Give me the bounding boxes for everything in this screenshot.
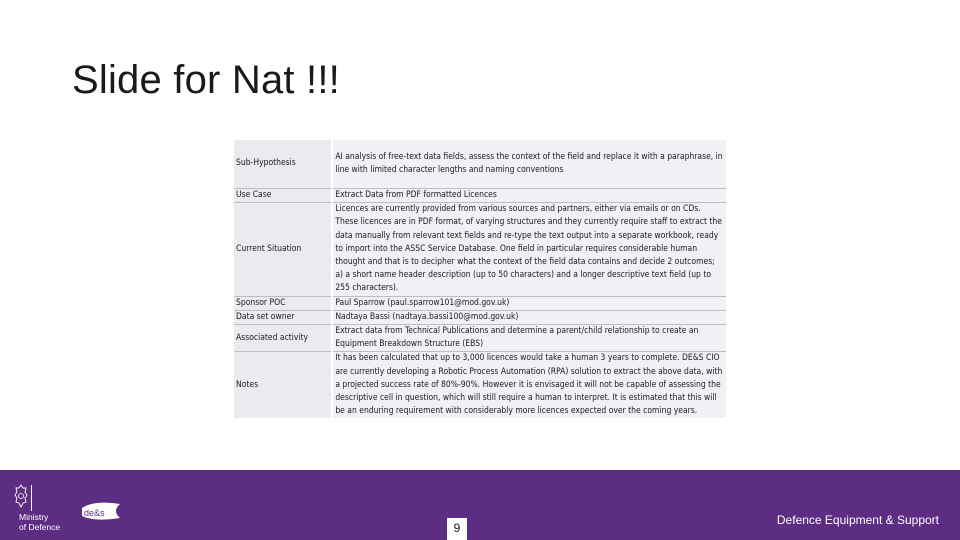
table-row [234,325,726,352]
row-label: Data set owner [234,310,331,324]
row-label: Sponsor POC [234,296,331,310]
row-value: Extract Data from PDF formatted Licences [333,189,726,203]
row-label: Use Case [234,189,331,203]
table-row [234,140,726,189]
row-value: Licences are currently provided from various sources and partners, either via emails or on CDs. These licences are in PDF format, of varying structures and they currently require staff to extract the data manually from relevant text fields and re-type the text output into a separate workbook, ready to import into the ASSC Service Database. One field in particular requires considerable human thought and that is to decipher what the context of the field data contains and decide 2 outcomes; a) a short name header description (up to 50 characters) and a longer descriptive text field (up to 255 characters). [333,203,726,296]
mod-logo-text: Ministry of Defence [19,512,61,532]
row-value: It has been calculated that up to 3,000 licences would take a human 3 years to complete. DE&S CIO are currently developing a Robotic Process Automation (RPA) solution to extract the above data, with a projected success rate of 80%-90%. However it is envisaged it will not be capable of assessing the descriptive cell in question, which will still require a human to interpret. It is estimated that this will be an enduring requirement with considerably more licences expected over the coming years. [333,352,726,419]
row-label: Sub-Hypothesis [234,140,331,189]
table-row [234,296,726,310]
table-row [234,310,726,324]
crest-icon [14,484,28,510]
mod-logo [14,484,74,532]
table-row [234,189,726,203]
row-label: Current Situation [234,203,331,296]
row-value: AI analysis of free-text data fields, assess the context of the field and replace it with a paraphrase, in line with limited character lengths and naming conventions [333,140,726,189]
row-label: Notes [234,352,331,419]
table-row [234,352,726,419]
row-value: Extract data from Technical Publications and determine a parent/child relationship to create an Equipment Breakdown Structure (EBS) [333,325,726,352]
table-row [234,203,726,296]
desa-logo-text: de&s [84,508,105,518]
slide-title: Slide for Nat !!! [72,58,340,102]
row-value: Paul Sparrow (paul.sparrow101@mod.gov.uk) [333,296,726,310]
organisation-name: Defence Equipment & Support [776,513,939,527]
page-number: 9 [447,518,467,540]
footer-bar [0,470,960,540]
logo-divider [31,485,32,511]
row-value: Nadtaya Bassi (nadtaya.bassi100@mod.gov.uk) [333,310,726,324]
hypothesis-table [234,140,726,418]
row-label: Associated activity [234,325,331,352]
